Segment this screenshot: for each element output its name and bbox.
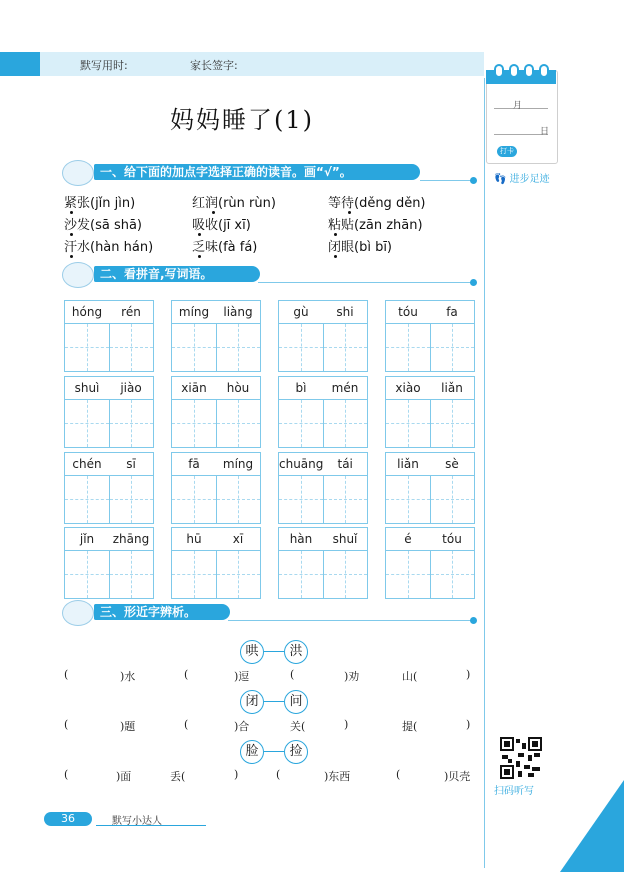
writing-cell[interactable] [386,324,430,371]
writing-cell[interactable] [65,476,109,523]
fill-blank-part: )贝壳 [444,770,471,783]
pinyin-syllable: shuì [74,381,100,395]
calendar-ring-icon [509,64,519,78]
pinyin-syllable: chén [72,457,102,471]
word-grid[interactable] [385,376,475,448]
writing-cell[interactable] [323,324,368,371]
fill-blank-part: ) [344,718,349,731]
pronunciation-item[interactable]: 红润(rùn rùn) [192,196,276,211]
emphasis-dot [334,255,337,258]
section-line [228,620,472,621]
pinyin-syllable: tái [337,457,353,471]
pronunciation-item[interactable]: 等待(děng děn) [328,196,426,211]
pinyin-syllable: hàn [289,532,313,546]
char-a: 哄 [240,640,264,664]
char-b: 洪 [284,640,308,664]
page-number: 36 [44,812,92,826]
pinyin-row [279,528,367,551]
writing-cell[interactable] [216,551,261,598]
pinyin-syllable: míng [178,305,210,319]
pronunciation-item[interactable]: 吸收(jī xī) [192,218,251,233]
writing-cell[interactable] [430,551,475,598]
pronunciation-item[interactable]: 粘贴(zān zhān) [328,218,423,233]
pinyin-syllable: shuǐ [332,532,358,546]
word-grid[interactable] [64,452,154,524]
word-grid[interactable] [171,452,261,524]
pinyin-syllable: fā [188,457,200,471]
calendar-ring-icon [494,64,504,78]
pinyin-syllable: xiān [181,381,207,395]
pinyin-syllable: liàng [223,305,253,319]
pinyin-row [279,453,367,476]
pinyin-row [386,453,474,476]
fill-blank-part: ) [466,718,471,731]
parent-sign-label: 家长签字: [190,59,238,72]
fill-blank-part[interactable]: ( [396,768,401,781]
writing-cell[interactable] [279,400,323,447]
word-grid[interactable] [64,300,154,372]
fill-blank-part: )面 [116,770,132,783]
char-a: 脸 [240,740,264,764]
pinyin-row [172,377,260,400]
pinyin-syllable: jǐn [79,532,95,546]
pinyin-syllable: tóu [398,305,418,319]
writing-cell[interactable] [65,324,109,371]
pencil-icon [62,160,94,186]
section1-heading: 一、给下面的加点字选择正确的读音。画“√”。 [94,164,420,180]
fill-blank-part[interactable]: 提( [402,720,418,733]
footprint-icon: 👣 [494,174,507,185]
word-grid[interactable] [64,376,154,448]
pronunciation-item[interactable]: 乏味(fà fá) [192,240,258,255]
pinyin-row [279,301,367,324]
pronunciation-item[interactable]: 闭眼(bì bī) [328,240,393,255]
writing-cell[interactable] [323,476,368,523]
pinyin-row [65,453,153,476]
word-grid[interactable] [278,527,368,599]
pinyin-row [279,377,367,400]
pinyin-syllable: tóu [442,532,462,546]
margin-divider [484,78,485,868]
word-grid[interactable] [278,300,368,372]
pair-dash [264,651,284,652]
pair-dash [264,701,284,702]
word-grid[interactable] [278,452,368,524]
calendar-badge: 打卡 [497,146,517,157]
writing-cell[interactable] [279,324,323,371]
pinyin-syllable: sī [126,457,136,471]
fill-blank-part[interactable]: 丢( [170,770,186,783]
pinyin-syllable: liǎn [441,381,463,395]
fill-blank-part[interactable]: ( [64,668,69,681]
writing-cell[interactable] [323,551,368,598]
section-dot [470,617,477,624]
writing-cell[interactable] [279,476,323,523]
pinyin-row [172,453,260,476]
fill-blank-part: )水 [120,670,136,683]
word-grid[interactable] [171,527,261,599]
writing-cell[interactable] [216,324,261,371]
fill-blank-part[interactable]: ( [290,668,295,681]
pinyin-row [172,528,260,551]
book-title: 默写小达人 [112,816,162,827]
pinyin-syllable: jiào [120,381,142,395]
pinyin-syllable: míng [222,457,254,471]
pinyin-syllable: bì [295,381,307,395]
fill-blank-part[interactable]: ( [276,768,281,781]
fill-blank-part: ) [466,668,471,681]
pinyin-syllable: gù [293,305,309,319]
section-line [420,180,472,181]
char-b: 问 [284,690,308,714]
fill-blank-part[interactable]: ( [64,718,69,731]
section3-heading: 三、形近字辨析。 [94,604,230,620]
fill-blank-part: ) [234,768,239,781]
writing-cell[interactable] [216,476,261,523]
word-grid[interactable] [171,300,261,372]
pinyin-syllable: rén [121,305,141,319]
word-grid[interactable] [385,452,475,524]
pinyin-syllable: hòu [226,381,250,395]
writing-cell[interactable] [172,551,216,598]
pinyin-syllable: hóng [71,305,103,319]
writing-cell[interactable] [216,400,261,447]
writing-cell[interactable] [386,476,430,523]
pinyin-syllable: xiào [395,381,421,395]
pinyin-row [172,301,260,324]
word-grid[interactable] [64,527,154,599]
corner-decoration [560,780,624,872]
fill-blank-part[interactable]: ( [64,768,69,781]
fill-blank-part: )合 [234,720,250,733]
calendar-ring-icon [524,64,534,78]
pinyin-syllable: fa [446,305,458,319]
pinyin-syllable: hū [186,532,202,546]
pinyin-row [65,528,153,551]
emphasis-dot [198,255,201,258]
pencil-icon [62,600,94,626]
writing-cell[interactable] [386,551,430,598]
fill-blank-part: )逗 [234,670,250,683]
header-bar [0,52,484,76]
writing-cell[interactable] [172,400,216,447]
pronunciation-item[interactable]: 汗水(hàn hán) [64,240,154,255]
header-accent [0,52,40,76]
writing-cell[interactable] [430,400,475,447]
pronunciation-item[interactable]: 沙发(sā shā) [64,218,142,233]
dictation-time-label: 默写用时: [80,59,128,72]
pair-dash [264,751,284,752]
pinyin-syllable: shi [336,305,354,319]
pinyin-syllable: mén [331,381,359,395]
fill-blank-part: )题 [120,720,136,733]
writing-cell[interactable] [109,476,154,523]
section-dot [470,177,477,184]
calendar-month-label: 月 [513,101,523,111]
char-b: 捡 [284,740,308,764]
writing-cell[interactable] [279,551,323,598]
writing-cell[interactable] [323,400,368,447]
pinyin-syllable: liǎn [397,457,419,471]
fill-blank-part[interactable]: 关( [290,720,306,733]
writing-cell[interactable] [430,476,475,523]
word-grid[interactable] [278,376,368,448]
page-title: 妈妈睡了(1) [170,106,314,134]
section-line [258,282,472,283]
writing-cell[interactable] [109,324,154,371]
fill-blank-part[interactable]: ( [184,718,189,731]
pinyin-row [65,377,153,400]
writing-cell[interactable] [109,400,154,447]
pinyin-syllable: sè [445,457,459,471]
word-grid[interactable] [385,527,475,599]
fill-blank-part[interactable]: ( [184,668,189,681]
fill-blank-part: )东西 [324,770,351,783]
writing-cell[interactable] [109,551,154,598]
progress-motto [494,170,550,185]
word-grid[interactable] [385,300,475,372]
writing-cell[interactable] [172,324,216,371]
pinyin-syllable: chuāng [279,457,324,471]
pinyin-row [386,301,474,324]
section-dot [470,279,477,286]
qr-caption: 扫码听写 [494,786,534,797]
pinyin-row [386,528,474,551]
pinyin-syllable: é [404,532,412,546]
calendar-ring-icon [539,64,549,78]
section2-heading: 二、看拼音,写词语。 [94,266,260,282]
writing-cell[interactable] [65,551,109,598]
fill-blank-part[interactable]: 山( [402,670,418,683]
word-grid[interactable] [171,376,261,448]
char-a: 闭 [240,690,264,714]
writing-cell[interactable] [172,476,216,523]
pinyin-row [386,377,474,400]
emphasis-dot [70,255,73,258]
pronunciation-item[interactable]: 紧张(jǐn jìn) [64,196,136,211]
calendar-day-label: 日 [540,127,550,137]
writing-cell[interactable] [430,324,475,371]
pinyin-row [65,301,153,324]
pinyin-syllable: zhāng [112,532,150,546]
writing-cell[interactable] [386,400,430,447]
writing-cell[interactable] [65,400,109,447]
pinyin-syllable: xī [232,532,244,546]
fill-blank-part: )劝 [344,670,360,683]
motto-text: 进步足迹 [509,174,550,185]
qr-code-icon[interactable] [500,737,542,779]
pencil-icon [62,262,94,288]
